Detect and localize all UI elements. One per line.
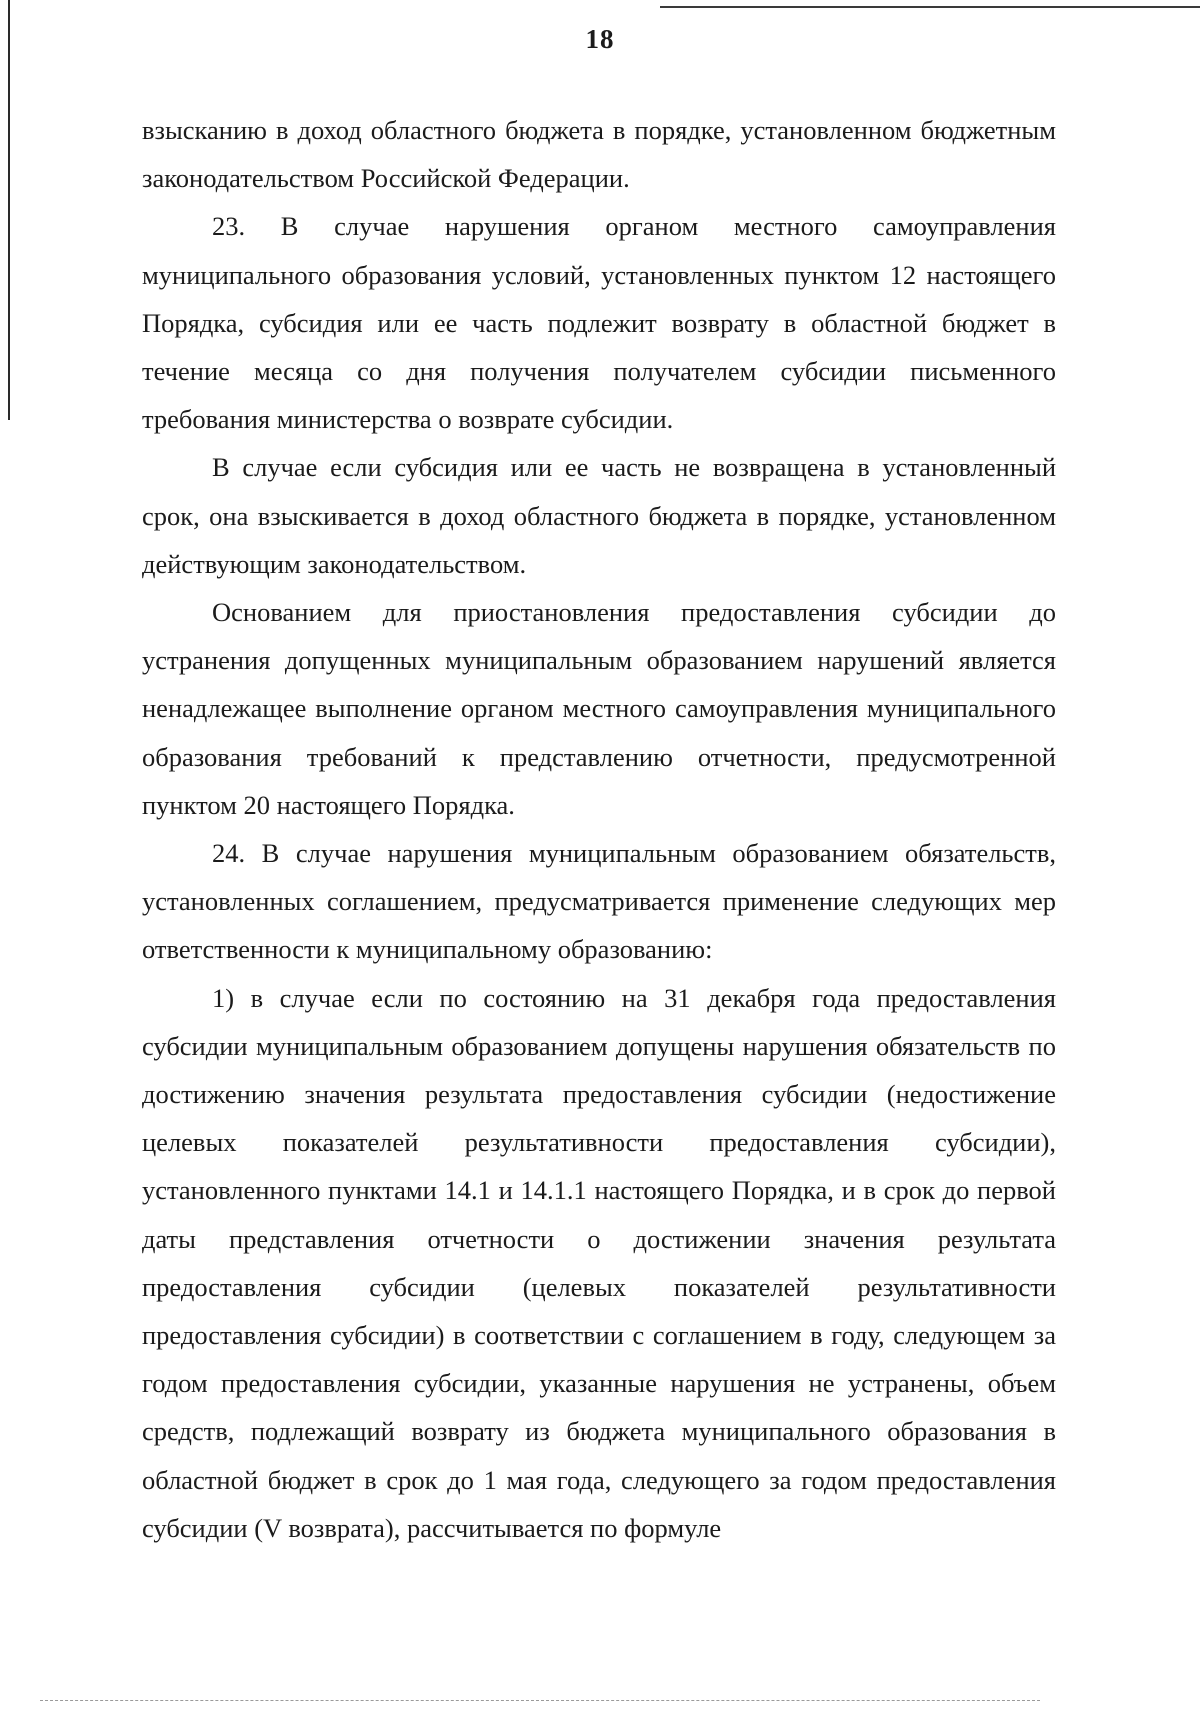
page-number: 18	[585, 24, 615, 54]
scan-edge-left	[8, 0, 10, 420]
paragraph-item-24: 24. В случае нарушения муниципальным образованием обязательств, установленных соглашением, предусматривается применение следующих мер ответственности к муниципальному образованию:	[142, 838, 1056, 965]
scan-edge-bottom	[40, 1700, 1040, 1702]
paragraph-continuation: взысканию в доход областного бюджета в порядке, установленном бюджетным законодательством Российской Федерации.	[142, 115, 1056, 194]
document-body	[142, 106, 1056, 1552]
paragraph-recovery: В случае если субсидия или ее часть не возвращена в установленный срок, она взыскивается в доход областного бюджета в порядке, установленном действующим законодательством.	[142, 452, 1056, 579]
paragraph-item-23: 23. В случае нарушения органом местного самоуправления муниципального образования условий, установленных пунктом 12 настоящего Порядка, субсидия или ее часть подлежит возврату в областной бюджет в течение месяца со дня получения получателем субсидии письменного требования министерства о возврате субсидии.	[142, 211, 1056, 435]
scan-edge-top	[660, 6, 1200, 8]
paragraph-suspension-grounds: Основанием для приостановления предоставления субсидии до устранения допущенных муниципальным образованием нарушений является ненадлежащее выполнение органом местного самоуправления муниципального образования требований к представлению отчетности, предусмотренной пунктом 20 настоящего Порядка.	[142, 597, 1056, 820]
paragraph-subitem-1: 1) в случае если по состоянию на 31 декабря года предоставления субсидии муниципальным образованием допущены нарушения обязательств по достижению значения результата предоставления субсидии (недостижение целевых показателей результативности предоставления субсидии), установленного пунктами 14.1 и 14.1.1 настоящего Порядка, и в срок до первой даты представления отчетности о достижении значения результата предоставления субсидии (целевых показателей результативности предоставления субсидии) в соответствии с соглашением в году, следующем за годом предоставления субсидии, указанные нарушения не устранены, объем средств, подлежащий возврату из бюджета муниципального образования в областной бюджет в срок до 1 мая года, следующего за годом предоставления субсидии (V возврата), рассчитывается по формуле	[142, 982, 1056, 1543]
